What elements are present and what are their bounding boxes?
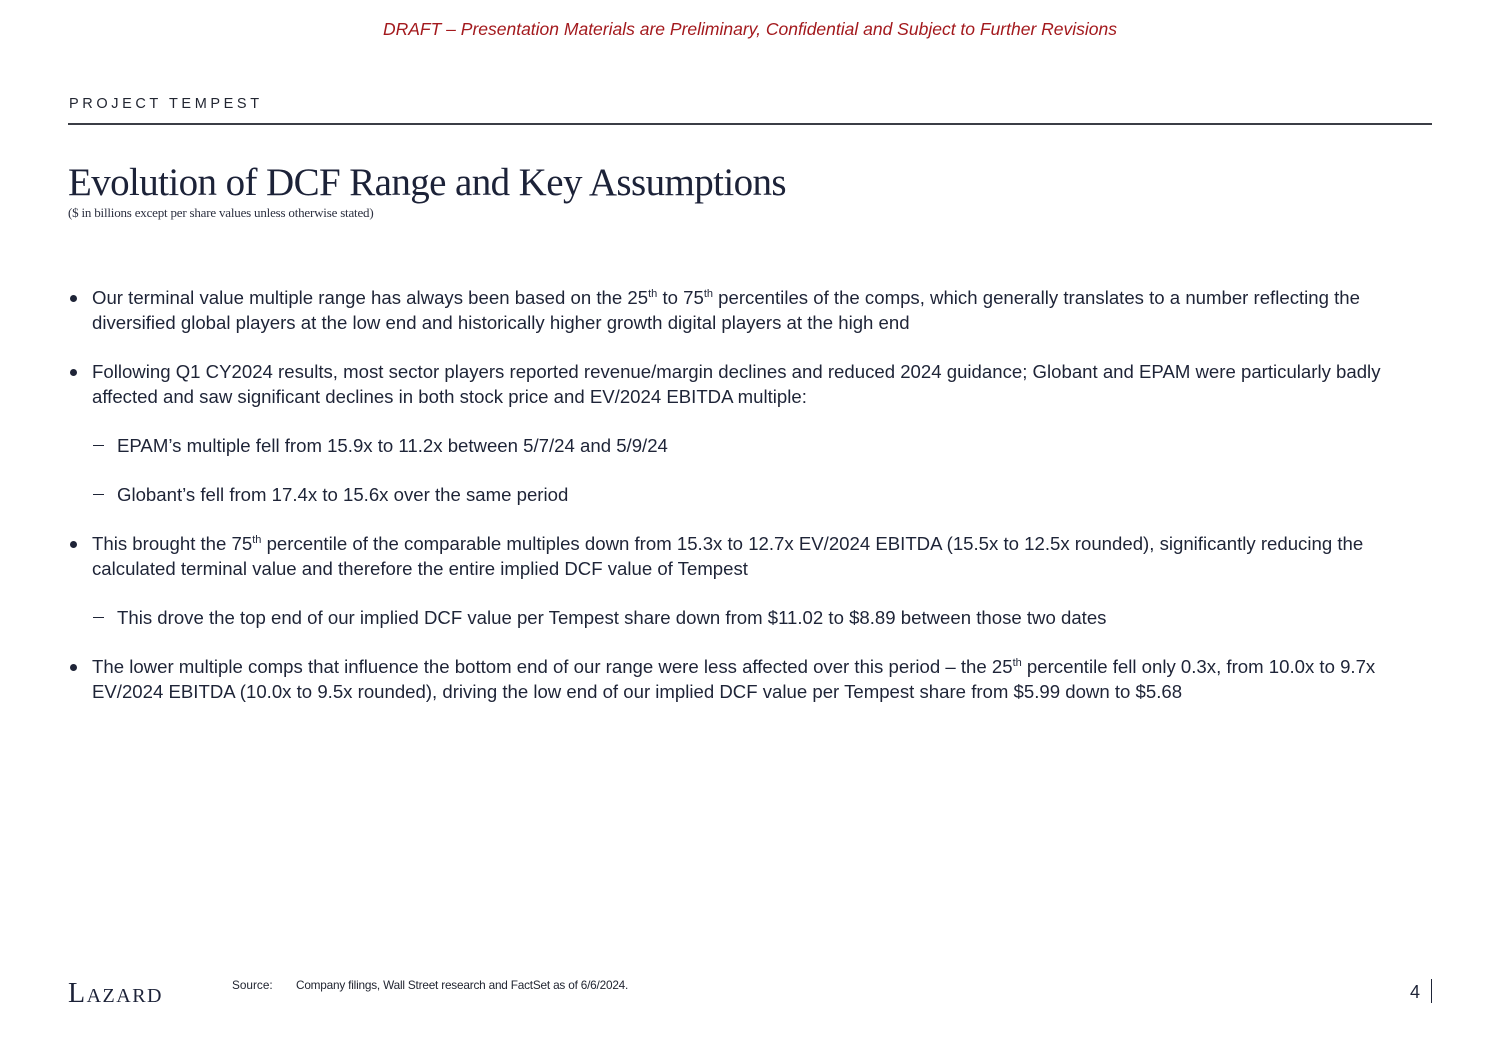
bullet-text: This brought the 75 bbox=[92, 533, 253, 554]
sub-bullet-top-end bbox=[68, 605, 1408, 630]
page-subtitle: ($ in billions except per share values unless otherwise stated) bbox=[68, 205, 374, 220]
bullet-text: percentiles of the comps, which generally translates to a number reflecting the diversified global players at the low end and historically higher growth digital players at the high end bbox=[92, 287, 1360, 333]
sub-bullet-globant bbox=[68, 482, 1408, 507]
draft-banner: DRAFT – Presentation Materials are Preliminary, Confidential and Subject to Further Revisions bbox=[382, 19, 1118, 39]
page-number: 4 bbox=[1409, 982, 1420, 1002]
bullet-text: to 75 bbox=[657, 287, 704, 308]
bullet-text: The lower multiple comps that influence the bottom end of our range were less affected over this period – the 25 bbox=[92, 656, 1013, 677]
lazard-logo: Lazard bbox=[68, 978, 163, 1009]
bullet-text: Our terminal value multiple range has always been based on the 25 bbox=[92, 287, 649, 308]
page-number-divider bbox=[1431, 979, 1432, 1003]
bullet-dot-icon bbox=[70, 369, 77, 376]
sub-bullet-epam bbox=[68, 433, 1408, 458]
source-label: Source: bbox=[232, 978, 273, 992]
dash-icon bbox=[93, 445, 104, 446]
superscript: th bbox=[648, 288, 658, 300]
bullet-item-terminal-multiple bbox=[68, 285, 1408, 335]
bullet-text: Following Q1 CY2024 results, most sector players reported revenue/margin declines and reduced 2024 guidance; Globant and EPAM were particularly badly affected and saw significant declines in both stock price and EV/2024 EBITDA multiple: bbox=[92, 361, 1381, 407]
bullet-dot-icon bbox=[70, 541, 77, 548]
page-title: Evolution of DCF Range and Key Assumptions bbox=[68, 161, 786, 204]
bullet-item-25th-percentile bbox=[68, 654, 1408, 704]
superscript: th bbox=[1012, 657, 1022, 669]
bullet-item-75th-percentile bbox=[68, 531, 1408, 581]
sub-bullet-text: This drove the top end of our implied DCF value per Tempest share down from $11.02 to $8.89 between those two dates bbox=[117, 607, 1107, 628]
superscript: th bbox=[703, 288, 713, 300]
bullet-list bbox=[68, 285, 1408, 728]
project-label: PROJECT TEMPEST bbox=[69, 96, 263, 112]
superscript: th bbox=[252, 534, 262, 546]
bullet-dot-icon bbox=[70, 664, 77, 671]
header-divider bbox=[68, 123, 1432, 125]
sub-bullet-text: EPAM’s multiple fell from 15.9x to 11.2x between 5/7/24 and 5/9/24 bbox=[117, 435, 668, 456]
dash-icon bbox=[93, 494, 104, 495]
bullet-dot-icon bbox=[70, 295, 77, 302]
bullet-text: percentile of the comparable multiples down from 15.3x to 12.7x EV/2024 EBITDA (15.5x to 12.5x rounded), significantly reducing the calculated terminal value and therefore the entire implied DCF value of Tempest bbox=[92, 533, 1364, 579]
sub-bullet-text: Globant’s fell from 17.4x to 15.6x over the same period bbox=[117, 484, 569, 505]
bullet-item-q1-results bbox=[68, 359, 1408, 409]
dash-icon bbox=[93, 617, 104, 618]
bullet-text: percentile fell only 0.3x, from 10.0x to 9.7x EV/2024 EBITDA (10.0x to 9.5x rounded), driving the low end of our implied DCF value per Tempest share from $5.99 down to $5.68 bbox=[92, 656, 1376, 702]
source-text: Company filings, Wall Street research and FactSet as of 6/6/2024. bbox=[296, 978, 629, 992]
